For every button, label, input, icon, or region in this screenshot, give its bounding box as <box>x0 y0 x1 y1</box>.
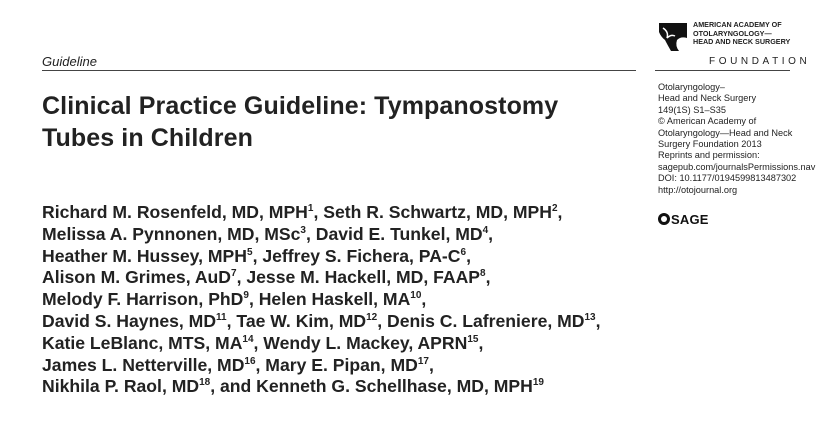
article-title-line1: Clinical Practice Guideline: Tympanostomy <box>42 92 559 120</box>
author-name: , <box>488 223 494 244</box>
author-line <box>42 202 642 224</box>
journal-info <box>658 82 828 196</box>
author-line <box>42 267 642 289</box>
affiliation-marker: 7 <box>231 268 237 280</box>
sage-circle-icon <box>658 213 670 225</box>
journal-info-line: Otolaryngology—Head and Neck <box>658 127 793 138</box>
affiliation-marker: 5 <box>247 246 253 258</box>
author-name: Richard M. Rosenfeld, MD, MPH <box>42 202 308 222</box>
affiliation-marker: 11 <box>216 312 227 324</box>
author-name: , Seth R. Schwartz, MD, MPH <box>313 202 552 222</box>
aao-emblem-icon <box>657 20 689 54</box>
journal-info-line: © American Academy of <box>658 116 757 127</box>
header-rule <box>42 70 636 71</box>
author-line <box>42 355 642 377</box>
affiliation-marker: 17 <box>417 355 429 367</box>
sage-logo <box>658 212 709 226</box>
journal-info-line: Surgery Foundation 2013 <box>658 139 762 150</box>
aao-foundation-logo <box>655 18 811 68</box>
author-name: , Denis C. Lafreniere, MD <box>377 310 585 331</box>
sage-logo-text: SAGE <box>671 211 709 227</box>
affiliation-marker: 19 <box>532 377 544 389</box>
author-line <box>42 333 642 355</box>
author-name: Melissa A. Pynnonen, MD, MSc <box>42 223 301 244</box>
logo-rule <box>655 70 790 71</box>
journal-info-line: Reprints and permission: <box>658 150 760 161</box>
affiliation-marker: 13 <box>584 312 596 324</box>
affiliation-marker: 2 <box>551 203 558 215</box>
section-label: Guideline <box>42 54 97 69</box>
aao-org-name: AMERICAN ACADEMY OF OTOLARYNGOLOGY— HEAD AND NECK SURGERY <box>693 20 791 47</box>
affiliation-marker: 3 <box>300 224 306 236</box>
journal-info-line: Head and Neck Surgery <box>658 93 757 104</box>
author-line <box>42 311 642 333</box>
journal-info-line[interactable]: sagepub.com/journalsPermissions.nav <box>658 161 816 172</box>
author-name: Melody F. Harrison, PhD <box>42 289 244 310</box>
author-name: , Wendy L. Mackey, APRN <box>253 332 468 353</box>
author-line <box>42 289 642 311</box>
author-name: , and Kenneth G. Schellhase, MD, MPH <box>210 376 533 397</box>
aao-foundation-text: FOUNDATION <box>709 56 811 67</box>
author-name: , Jesse M. Hackell, MD, FAAP <box>236 267 481 288</box>
affiliation-marker: 4 <box>482 224 489 236</box>
article-title <box>42 90 622 154</box>
article-title-line2: Tubes in Children <box>42 124 253 152</box>
author-name: , <box>421 289 427 310</box>
affiliation-marker: 8 <box>480 268 486 280</box>
author-name: , <box>478 332 484 353</box>
author-name: Alison M. Grimes, AuD <box>42 267 231 288</box>
author-list <box>42 202 642 398</box>
author-line <box>42 376 642 398</box>
author-name: , Mary E. Pipan, MD <box>255 354 418 375</box>
affiliation-marker: 18 <box>199 377 211 389</box>
author-name: David S. Haynes, MD <box>42 310 217 331</box>
author-name: , <box>466 245 471 266</box>
author-name: Heather M. Hussey, MPH <box>42 245 247 266</box>
author-name: , Tae W. Kim, MD <box>226 310 367 331</box>
affiliation-marker: 1 <box>307 203 314 215</box>
author-name: , <box>428 354 434 375</box>
author-name: , <box>557 202 563 222</box>
journal-info-line: Otolaryngology– <box>658 82 725 92</box>
affiliation-marker: 16 <box>244 355 256 367</box>
affiliation-marker: 14 <box>242 333 254 345</box>
affiliation-marker: 12 <box>366 312 378 324</box>
affiliation-marker: 9 <box>243 290 249 302</box>
author-name: Katie LeBlanc, MTS, MA <box>42 332 243 353</box>
author-name: , <box>485 267 491 288</box>
affiliation-marker: 15 <box>467 333 479 345</box>
journal-info-line: DOI: 10.1177/0194599813487302 <box>658 173 797 184</box>
journal-info-line[interactable]: http://otojournal.org <box>658 184 738 195</box>
author-line <box>42 246 642 268</box>
author-name: , Jeffrey S. Fichera, PA-C <box>252 245 461 266</box>
author-name: , <box>595 310 601 331</box>
author-line <box>42 224 642 246</box>
affiliation-marker: 10 <box>410 290 422 302</box>
journal-info-line: 149(1S) S1–S35 <box>658 104 726 115</box>
author-name: Nikhila P. Raol, MD <box>42 376 200 397</box>
author-name: , David E. Tunkel, MD <box>305 223 483 244</box>
affiliation-marker: 6 <box>460 246 467 258</box>
author-name: , Helen Haskell, MA <box>248 289 411 310</box>
author-name: James L. Netterville, MD <box>42 354 245 375</box>
